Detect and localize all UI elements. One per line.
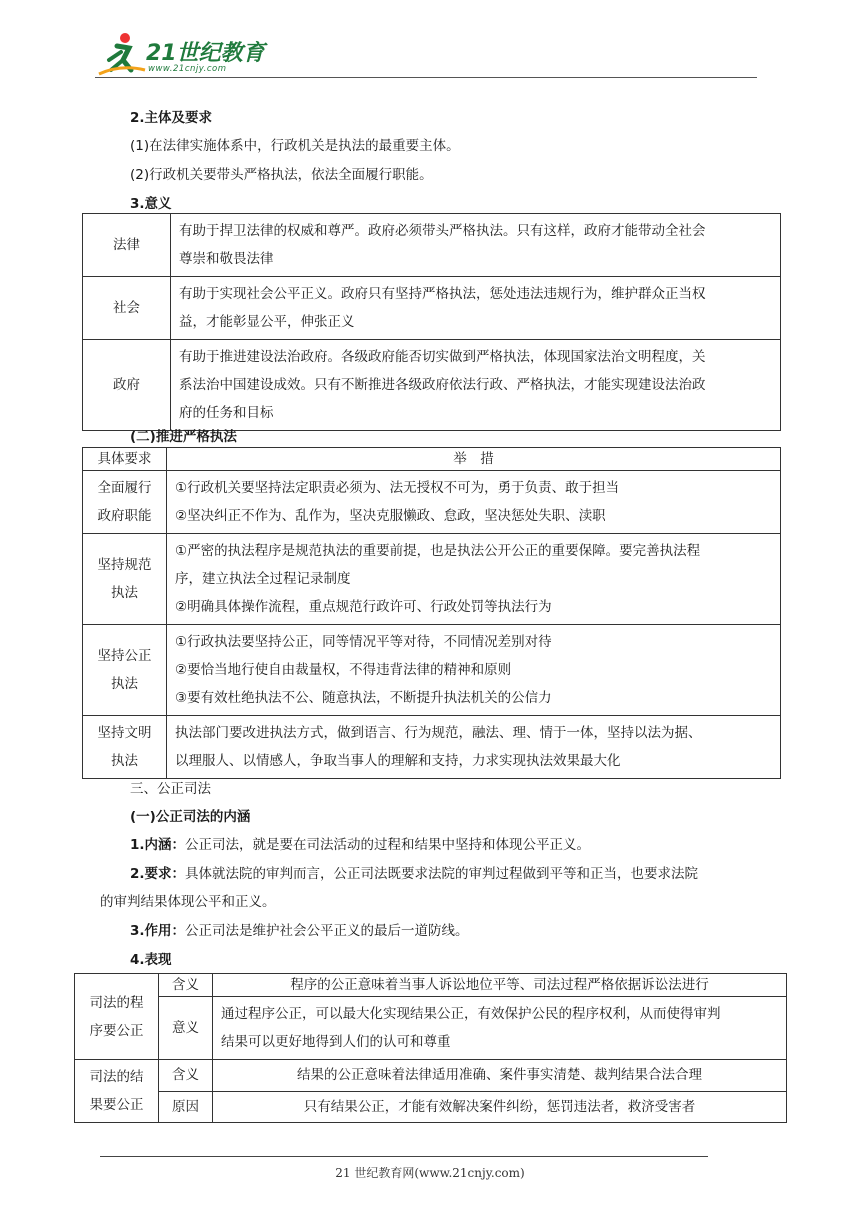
column-header: 具体要求: [83, 448, 167, 471]
table-row: [83, 471, 781, 534]
row-content: 有助于实现社会公平正义。政府只有坚持严格执法，惩处违法违规行为，维护群众正当权 益，才能彰显公平，伸张正义: [171, 277, 781, 340]
logo-url: www.21cnjy.com: [148, 64, 227, 74]
table-row: [75, 997, 787, 1060]
table-row: [75, 1091, 787, 1123]
table-row: [83, 340, 781, 431]
paragraph: (2)行政机关要带头严格执法，依法全面履行职能。: [130, 167, 433, 183]
row-key: 原因: [159, 1091, 213, 1123]
judicial-fairness-table: [74, 973, 787, 1123]
paragraph: (1)在法律实施体系中，行政机关是执法的最重要主体。: [130, 138, 460, 154]
header-divider: [95, 77, 757, 78]
subsection-title: (一)公正司法的内涵: [130, 809, 251, 825]
column-header: 举 措: [167, 448, 781, 471]
section-title: 4.表现: [130, 952, 172, 968]
section-title: 三、公正司法: [130, 781, 211, 797]
section-title: (二)推进严格执法: [130, 429, 237, 445]
group-label: 司法的程 序要公正: [75, 974, 159, 1060]
row-content: ①行政执法要坚持公正，同等情况平等对待，不同情况差别对待 ②要恰当地行使自由裁量权，不得违背法律的精神和原则 ③要有效杜绝执法不公、随意执法，不断提升执法机关的公信力: [167, 625, 781, 716]
row-label: 法律: [83, 214, 171, 277]
strict-enforcement-table: [82, 447, 781, 779]
row-label: 全面履行 政府职能: [83, 471, 167, 534]
logo-text: 21世纪教育: [146, 41, 265, 66]
row-content: 程序的公正意味着当事人诉讼地位平等、司法过程严格依据诉讼法进行: [213, 974, 787, 997]
footer-divider: [100, 1156, 708, 1157]
row-key: 含义: [159, 974, 213, 997]
table-row: [83, 277, 781, 340]
row-content: 结果的公正意味着法律适用准确、案件事实清楚、裁判结果合法合理: [213, 1060, 787, 1092]
table-row: [83, 214, 781, 277]
runner-logo-icon: [95, 30, 147, 78]
significance-table: [82, 213, 781, 431]
paragraph: 1.内涵：公正司法，就是要在司法活动的过程和结果中坚持和体现公平正义。: [130, 837, 591, 853]
row-content: ①严密的执法程序是规范执法的重要前提，也是执法公开公正的重要保障。要完善执法程 序，建立执法全过程记录制度 ②明确具体操作流程，重点规范行政许可、行政处罚等执法行为: [167, 534, 781, 625]
section-title: 3.意义: [130, 196, 172, 212]
table-row: [83, 625, 781, 716]
table-header-row: [83, 448, 781, 471]
row-content: 通过程序公正，可以最大化实现结果公正，有效保护公民的程序权利，从而使得审判 结果可以更好地得到人们的认可和尊重: [213, 997, 787, 1060]
row-label: 坚持规范 执法: [83, 534, 167, 625]
row-content: 只有结果公正，才能有效解决案件纠纷，惩罚违法者，救济受害者: [213, 1091, 787, 1123]
row-label: 社会: [83, 277, 171, 340]
table-row: [75, 974, 787, 997]
paragraph-continued: 的审判结果体现公平和正义。: [100, 894, 276, 910]
row-label: 坚持文明 执法: [83, 716, 167, 779]
section-title: 2.主体及要求: [130, 110, 213, 126]
row-content: ①行政机关要坚持法定职责必须为、法无授权不可为，勇于负责、敢于担当 ②坚决纠正不作为、乱作为，坚决克服懒政、怠政，坚决惩处失职、渎职: [167, 471, 781, 534]
paragraph: 3.作用：公正司法是维护社会公平正义的最后一道防线。: [130, 923, 469, 939]
row-key: 意义: [159, 997, 213, 1060]
row-key: 含义: [159, 1060, 213, 1092]
footer-text: 21 世纪教育网(www.21cnjy.com): [335, 1166, 525, 1180]
row-label: 坚持公正 执法: [83, 625, 167, 716]
row-content: 执法部门要改进执法方式，做到语言、行为规范，融法、理、情于一体，坚持以法为据、 以理服人、以情感人，争取当事人的理解和支持，力求实现执法效果最大化: [167, 716, 781, 779]
table-row: [83, 716, 781, 779]
row-content: 有助于推进建设法治政府。各级政府能否切实做到严格执法，体现国家法治文明程度，关 系法治中国建设成效。只有不断推进各级政府依法行政、严格执法，才能实现建设法治政 府的任务和目标: [171, 340, 781, 431]
row-label: 政府: [83, 340, 171, 431]
group-label: 司法的结 果要公正: [75, 1060, 159, 1123]
table-row: [75, 1060, 787, 1092]
paragraph: 2.要求：具体就法院的审判而言，公正司法既要求法院的审判过程做到平等和正当，也要求法院: [130, 866, 699, 882]
table-row: [83, 534, 781, 625]
row-content: 有助于捍卫法律的权威和尊严。政府必须带头严格执法。只有这样，政府才能带动全社会 尊崇和敬畏法律: [171, 214, 781, 277]
